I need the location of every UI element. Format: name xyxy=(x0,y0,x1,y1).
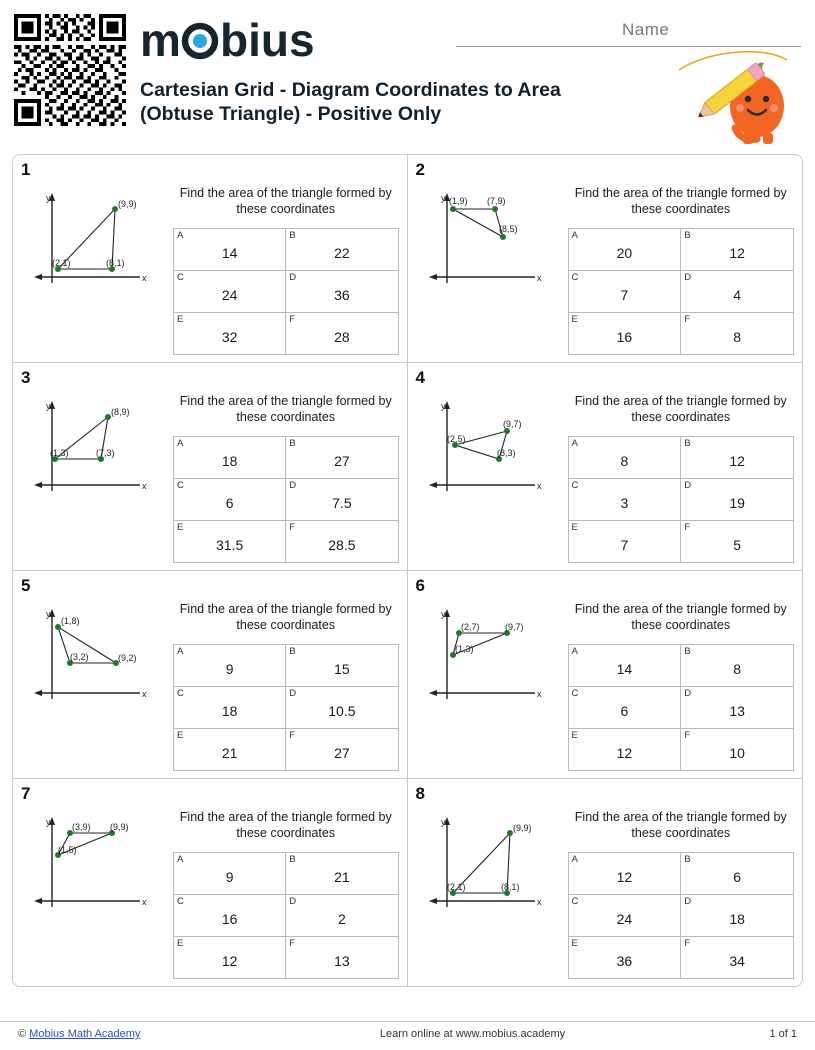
svg-text:(2,1): (2,1) xyxy=(52,258,71,268)
option-c[interactable] xyxy=(568,894,681,936)
svg-text:(9,7): (9,7) xyxy=(504,622,524,632)
option-a[interactable] xyxy=(174,852,286,894)
option-label-f: F xyxy=(289,313,296,325)
coordinate-diagram xyxy=(21,179,171,355)
svg-text:(7,3): (7,3) xyxy=(96,448,115,458)
option-e[interactable] xyxy=(174,728,286,770)
title-block xyxy=(126,12,586,127)
svg-text:(9,9): (9,9) xyxy=(110,822,129,832)
option-label-b: B xyxy=(289,645,296,657)
problems-grid xyxy=(12,154,803,987)
problem-number: 6 xyxy=(415,576,425,595)
option-label-d: D xyxy=(289,895,297,907)
problem-cell-2 xyxy=(408,155,803,362)
option-b[interactable] xyxy=(286,644,398,686)
answer-options-table xyxy=(568,852,795,979)
coordinate-diagram xyxy=(21,595,171,771)
footer-link[interactable]: Mobius Math Academy xyxy=(29,1028,141,1040)
option-value-f: 8 xyxy=(733,329,742,345)
option-e[interactable] xyxy=(174,936,286,978)
option-value-f: 5 xyxy=(733,537,742,553)
answer-options-table xyxy=(568,228,795,355)
problem-cell-8 xyxy=(408,779,803,986)
svg-text:(1,5): (1,5) xyxy=(58,845,77,855)
option-value-c: 18 xyxy=(221,703,238,719)
option-label-a: A xyxy=(177,645,184,657)
option-label-d: D xyxy=(289,479,297,491)
option-value-d: 13 xyxy=(729,703,745,719)
problem-row xyxy=(13,363,802,571)
name-area xyxy=(586,12,801,152)
answer-options-table xyxy=(173,436,399,563)
option-f[interactable] xyxy=(681,520,794,562)
question-prompt: Find the area of the triangle formed by these coordinates xyxy=(574,810,787,841)
option-value-b: 27 xyxy=(334,453,350,469)
coordinate-diagram xyxy=(416,803,566,979)
option-c[interactable] xyxy=(568,270,681,312)
option-label-c: C xyxy=(177,687,184,699)
option-label-a: A xyxy=(571,853,578,865)
svg-text:(2,1): (2,1) xyxy=(446,882,466,892)
question-prompt: Find the area of the triangle formed by these coordinates xyxy=(574,186,787,217)
option-value-e: 21 xyxy=(221,745,238,761)
option-label-c: C xyxy=(571,895,579,907)
option-a[interactable] xyxy=(174,644,286,686)
problem-cell-7 xyxy=(13,779,408,986)
problem-number: 8 xyxy=(415,784,425,803)
option-b[interactable] xyxy=(286,852,398,894)
svg-text:y: y xyxy=(440,193,445,203)
option-e[interactable] xyxy=(174,312,286,354)
option-label-a: A xyxy=(177,437,184,449)
page-header xyxy=(0,0,815,150)
option-value-b: 15 xyxy=(334,661,350,677)
option-value-b: 12 xyxy=(729,245,745,261)
svg-text:(8,1): (8,1) xyxy=(500,882,520,892)
coordinate-diagram xyxy=(416,179,566,355)
option-d[interactable] xyxy=(286,894,398,936)
option-value-d: 18 xyxy=(729,911,745,927)
svg-text:(9,7): (9,7) xyxy=(502,419,522,429)
option-label-d: D xyxy=(684,687,692,699)
option-a[interactable] xyxy=(174,228,286,270)
option-c[interactable] xyxy=(174,686,286,728)
svg-text:(9,9): (9,9) xyxy=(118,199,137,209)
mascot-illustration xyxy=(669,44,799,152)
svg-text:(8,3): (8,3) xyxy=(496,448,516,458)
option-b[interactable] xyxy=(286,228,398,270)
option-label-d: D xyxy=(289,687,297,699)
option-label-a: A xyxy=(177,229,184,241)
option-value-b: 8 xyxy=(733,661,742,677)
option-value-a: 9 xyxy=(225,661,234,677)
option-label-b: B xyxy=(289,853,296,865)
svg-text:(8,1): (8,1) xyxy=(106,258,125,268)
svg-text:(9,2): (9,2) xyxy=(118,653,137,663)
page-footer xyxy=(0,1021,815,1040)
qr-code xyxy=(14,14,126,126)
coordinate-diagram xyxy=(21,387,171,563)
option-label-e: E xyxy=(571,521,578,533)
option-label-e: E xyxy=(177,937,184,949)
svg-text:y: y xyxy=(46,609,51,619)
option-value-e: 16 xyxy=(616,329,633,345)
option-a[interactable] xyxy=(568,436,681,478)
option-value-f: 28.5 xyxy=(328,537,356,553)
option-value-e: 31.5 xyxy=(216,537,244,553)
mobius-wordmark-icon xyxy=(140,13,390,69)
option-e[interactable] xyxy=(568,312,681,354)
option-value-f: 13 xyxy=(334,953,350,969)
svg-text:y: y xyxy=(46,817,51,827)
option-label-c: C xyxy=(571,271,579,283)
option-label-b: B xyxy=(684,229,691,241)
option-c[interactable] xyxy=(174,894,286,936)
option-value-c: 24 xyxy=(221,287,238,303)
option-value-c: 6 xyxy=(225,495,234,511)
option-label-b: B xyxy=(684,853,691,865)
option-value-c: 16 xyxy=(221,911,238,927)
option-a[interactable] xyxy=(568,228,681,270)
option-label-e: E xyxy=(571,729,578,741)
svg-text:x: x xyxy=(536,689,541,699)
svg-text:y: y xyxy=(440,609,445,619)
option-value-e: 36 xyxy=(616,953,633,969)
svg-text:(3,9): (3,9) xyxy=(72,822,91,832)
option-label-f: F xyxy=(289,937,296,949)
svg-text:(2,7): (2,7) xyxy=(460,622,480,632)
option-value-b: 22 xyxy=(334,245,350,261)
option-value-a: 14 xyxy=(221,245,238,261)
option-value-d: 19 xyxy=(729,495,745,511)
option-value-a: 18 xyxy=(221,453,238,469)
option-f[interactable] xyxy=(681,728,794,770)
option-label-b: B xyxy=(684,645,691,657)
option-e[interactable] xyxy=(568,936,681,978)
option-a[interactable] xyxy=(568,852,681,894)
option-value-f: 27 xyxy=(334,745,350,761)
footer-page-number: 1 of 1 xyxy=(769,1028,797,1040)
problem-cell-1 xyxy=(13,155,408,362)
option-label-d: D xyxy=(684,895,692,907)
problem-cell-6 xyxy=(408,571,803,778)
answer-options-table xyxy=(173,644,399,771)
option-d[interactable] xyxy=(286,686,398,728)
svg-text:(3,2): (3,2) xyxy=(70,652,89,662)
question-prompt: Find the area of the triangle formed by these coordinates xyxy=(179,810,392,841)
option-e[interactable] xyxy=(174,520,286,562)
option-label-c: C xyxy=(571,687,579,699)
option-f[interactable] xyxy=(681,312,794,354)
svg-text:(1,3): (1,3) xyxy=(454,644,474,654)
option-b[interactable] xyxy=(681,436,794,478)
option-f[interactable] xyxy=(286,936,398,978)
option-c[interactable] xyxy=(568,686,681,728)
option-e[interactable] xyxy=(568,728,681,770)
option-value-e: 12 xyxy=(221,953,238,969)
option-d[interactable] xyxy=(681,270,794,312)
problem-cell-4 xyxy=(408,363,803,570)
option-label-f: F xyxy=(684,313,691,325)
problem-row xyxy=(13,779,802,986)
option-label-c: C xyxy=(571,479,579,491)
svg-text:y: y xyxy=(440,817,445,827)
option-label-f: F xyxy=(289,729,296,741)
svg-text:(1,9): (1,9) xyxy=(448,196,468,206)
problem-row xyxy=(13,155,802,363)
option-value-c: 7 xyxy=(620,287,629,303)
option-f[interactable] xyxy=(286,312,398,354)
brand-logo xyxy=(140,12,580,70)
option-value-c: 6 xyxy=(620,703,629,719)
svg-text:(1,3): (1,3) xyxy=(50,448,69,458)
option-value-f: 28 xyxy=(334,329,350,345)
problem-number: 4 xyxy=(415,368,425,387)
problem-row xyxy=(13,571,802,779)
answer-options-table xyxy=(173,228,399,355)
option-value-a: 20 xyxy=(616,245,633,261)
svg-text:x: x xyxy=(536,273,541,283)
svg-text:(2,5): (2,5) xyxy=(446,434,466,444)
option-label-b: B xyxy=(289,437,296,449)
problem-number: 7 xyxy=(21,784,31,803)
question-prompt: Find the area of the triangle formed by these coordinates xyxy=(179,394,392,425)
svg-text:y: y xyxy=(46,401,51,411)
option-label-c: C xyxy=(177,479,184,491)
option-value-e: 7 xyxy=(620,537,629,553)
option-label-f: F xyxy=(684,937,691,949)
svg-text:y: y xyxy=(46,193,51,203)
svg-text:x: x xyxy=(142,481,147,491)
option-d[interactable] xyxy=(286,270,398,312)
problem-number: 3 xyxy=(21,368,31,387)
problem-number: 5 xyxy=(21,576,31,595)
option-label-e: E xyxy=(177,521,184,533)
option-b[interactable] xyxy=(681,644,794,686)
option-value-a: 9 xyxy=(225,869,234,885)
option-value-e: 32 xyxy=(221,329,238,345)
option-value-d: 7.5 xyxy=(332,495,352,511)
coordinate-diagram xyxy=(416,595,566,771)
option-value-b: 12 xyxy=(729,453,745,469)
option-e[interactable] xyxy=(568,520,681,562)
option-f[interactable] xyxy=(286,520,398,562)
option-a[interactable] xyxy=(174,436,286,478)
problem-cell-3 xyxy=(13,363,408,570)
option-label-a: A xyxy=(177,853,184,865)
option-value-d: 36 xyxy=(334,287,350,303)
question-prompt: Find the area of the triangle formed by these coordinates xyxy=(179,186,392,217)
question-prompt: Find the area of the triangle formed by these coordinates xyxy=(574,394,787,425)
problem-number: 1 xyxy=(21,160,31,179)
option-label-f: F xyxy=(684,729,691,741)
svg-text:bius: bius xyxy=(220,14,315,66)
option-f[interactable] xyxy=(681,936,794,978)
coordinate-diagram xyxy=(21,803,171,979)
question-prompt: Find the area of the triangle formed by these coordinates xyxy=(574,602,787,633)
question-prompt: Find the area of the triangle formed by these coordinates xyxy=(179,602,392,633)
svg-text:(9,9): (9,9) xyxy=(512,823,532,833)
svg-text:(7,9): (7,9) xyxy=(486,196,506,206)
option-value-c: 3 xyxy=(620,495,629,511)
option-b[interactable] xyxy=(681,852,794,894)
svg-text:(8,5): (8,5) xyxy=(498,224,518,234)
svg-text:x: x xyxy=(536,897,541,907)
option-value-f: 34 xyxy=(729,953,745,969)
option-label-e: E xyxy=(177,729,184,741)
option-c[interactable] xyxy=(568,478,681,520)
option-label-e: E xyxy=(571,937,578,949)
option-label-a: A xyxy=(571,437,578,449)
option-label-f: F xyxy=(289,521,296,533)
option-label-e: E xyxy=(177,313,184,325)
option-label-d: D xyxy=(684,271,692,283)
option-label-a: A xyxy=(571,229,578,241)
coordinate-diagram xyxy=(416,387,566,563)
option-label-f: F xyxy=(684,521,691,533)
option-d[interactable] xyxy=(286,478,398,520)
copyright-symbol: © xyxy=(18,1028,30,1040)
svg-text:(1,8): (1,8) xyxy=(61,616,80,626)
option-label-d: D xyxy=(289,271,297,283)
option-value-e: 12 xyxy=(616,745,633,761)
option-value-c: 24 xyxy=(616,911,633,927)
option-value-d: 2 xyxy=(337,911,346,927)
answer-options-table xyxy=(568,644,795,771)
option-f[interactable] xyxy=(286,728,398,770)
svg-text:x: x xyxy=(142,273,147,283)
option-d[interactable] xyxy=(681,894,794,936)
option-value-a: 14 xyxy=(616,661,633,677)
svg-text:x: x xyxy=(142,689,147,699)
option-a[interactable] xyxy=(568,644,681,686)
page-title: Cartesian Grid - Diagram Coordinates to Area (Obtuse Triangle) - Positive Only xyxy=(140,79,561,126)
problem-number: 2 xyxy=(415,160,425,179)
option-b[interactable] xyxy=(286,436,398,478)
option-b[interactable] xyxy=(681,228,794,270)
option-label-b: B xyxy=(289,229,296,241)
option-label-c: C xyxy=(177,271,184,283)
option-label-d: D xyxy=(684,479,692,491)
answer-options-table xyxy=(568,436,795,563)
option-d[interactable] xyxy=(681,478,794,520)
answer-options-table xyxy=(173,852,399,979)
option-label-a: A xyxy=(571,645,578,657)
svg-text:x: x xyxy=(142,897,147,907)
option-value-b: 21 xyxy=(334,869,350,885)
option-value-a: 12 xyxy=(616,869,633,885)
svg-text:(8,9): (8,9) xyxy=(111,407,130,417)
option-value-b: 6 xyxy=(733,869,742,885)
option-value-d: 10.5 xyxy=(328,703,356,719)
svg-text:x: x xyxy=(536,481,541,491)
problem-cell-5 xyxy=(13,571,408,778)
option-c[interactable] xyxy=(174,478,286,520)
option-value-f: 10 xyxy=(729,745,745,761)
svg-text:m: m xyxy=(140,14,181,66)
option-value-d: 4 xyxy=(733,287,742,303)
option-d[interactable] xyxy=(681,686,794,728)
svg-text:y: y xyxy=(440,401,445,411)
option-c[interactable] xyxy=(174,270,286,312)
name-label: Name xyxy=(622,20,670,39)
option-label-b: B xyxy=(684,437,691,449)
footer-copyright xyxy=(18,1028,268,1040)
option-value-a: 8 xyxy=(620,453,629,469)
option-label-c: C xyxy=(177,895,184,907)
option-label-e: E xyxy=(571,313,578,325)
footer-center-text: Learn online at www.mobius.academy xyxy=(379,1028,566,1040)
